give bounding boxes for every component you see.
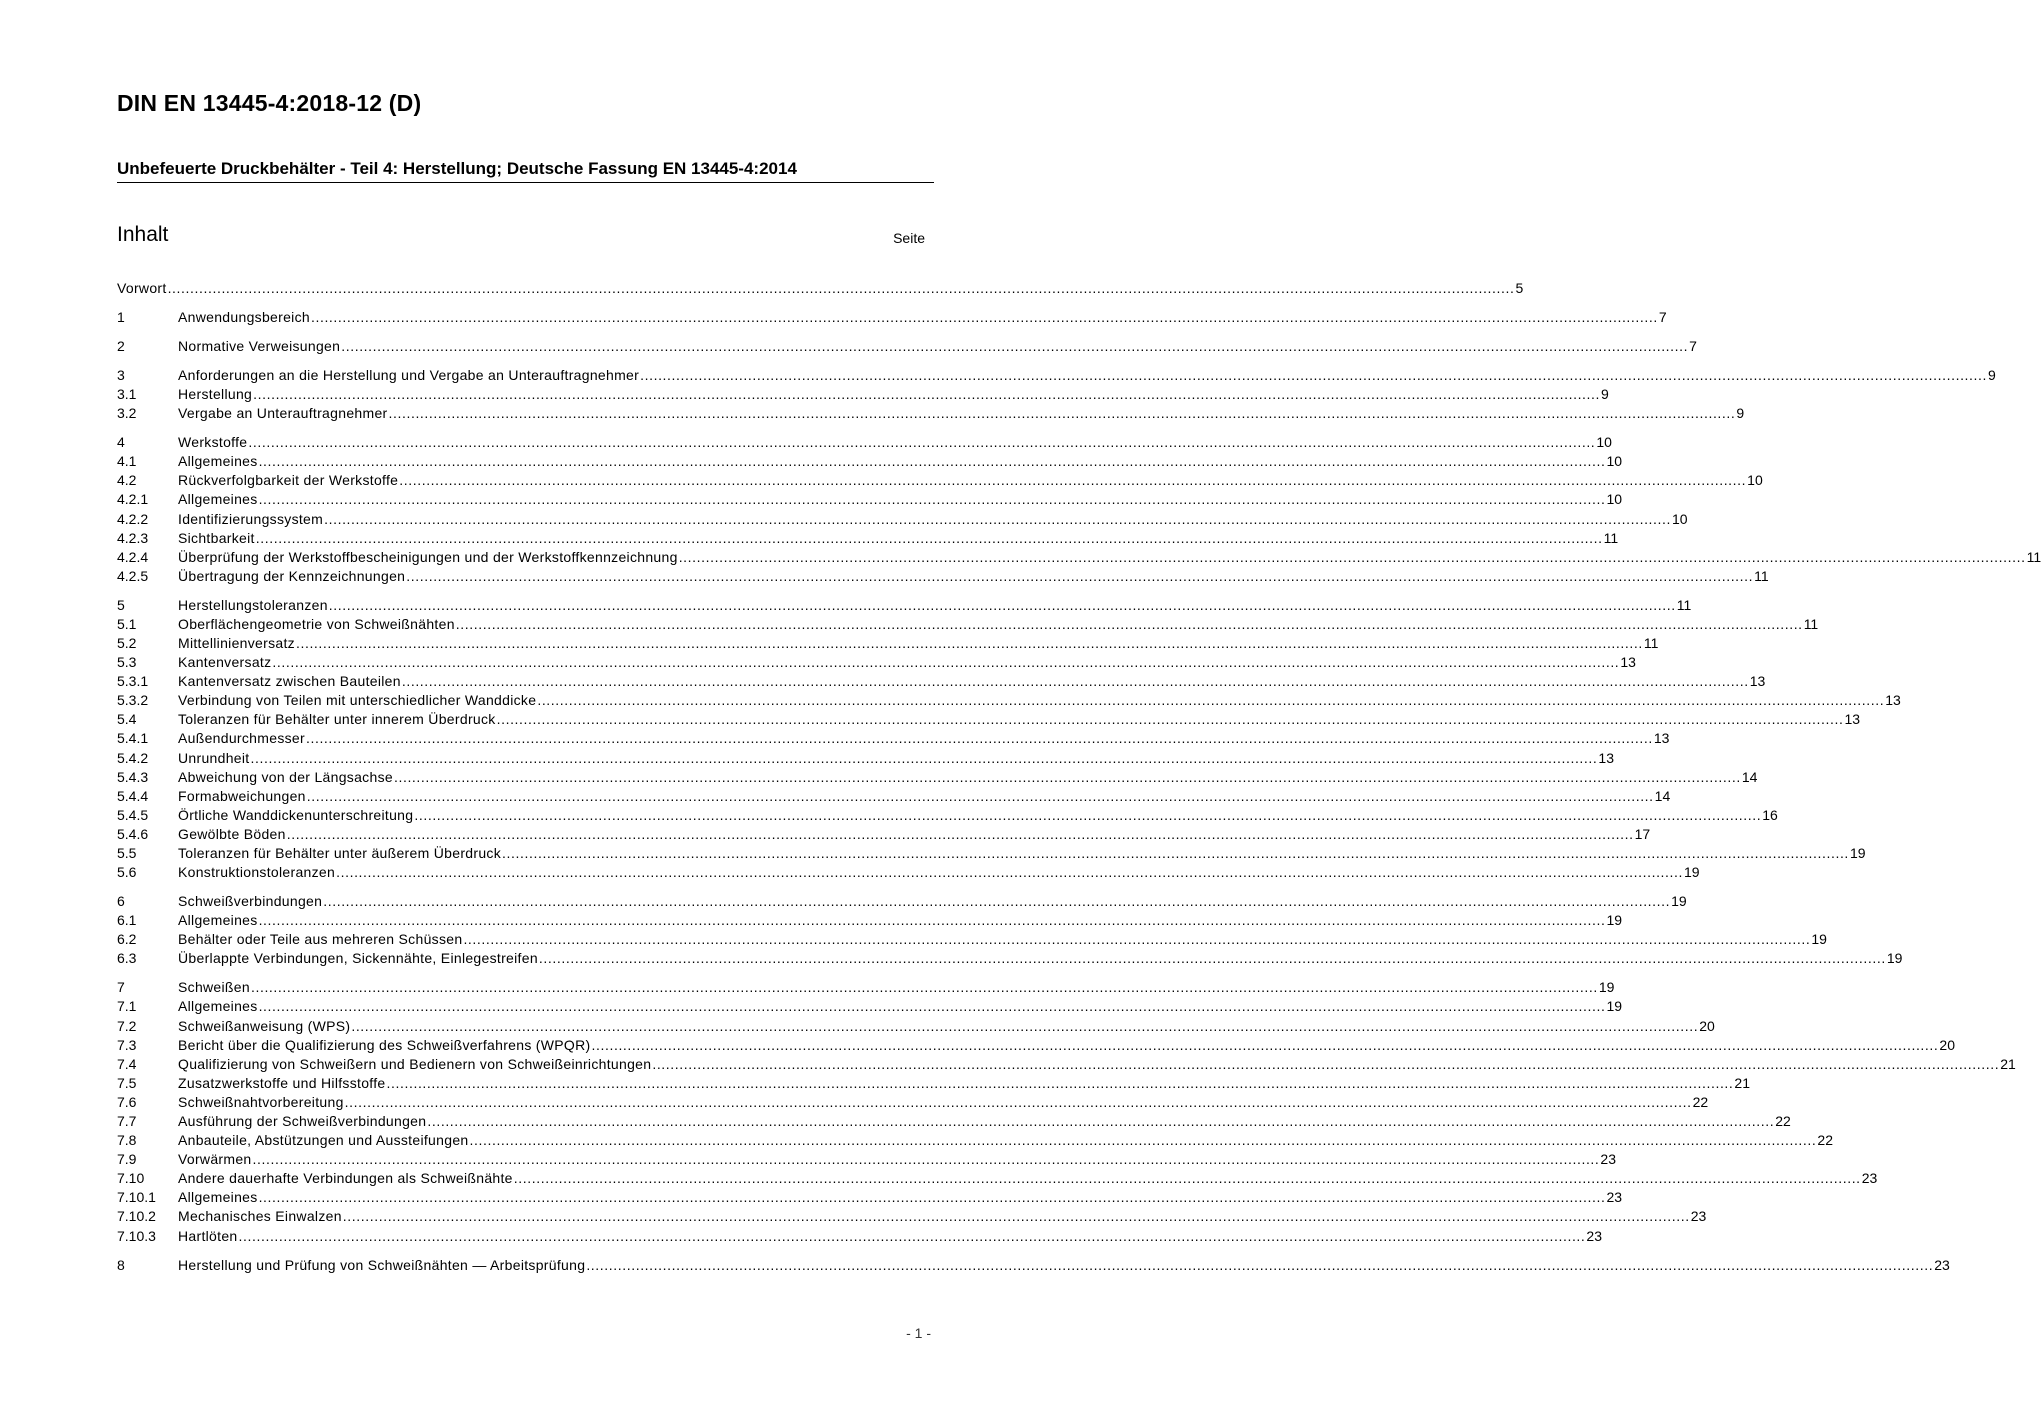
table-of-contents (117, 279, 2041, 1275)
toc-dot-leader: ............................................................................................................................................................................................................................................................................................................ (469, 1132, 1817, 1149)
toc-entry-number: 5 (117, 596, 125, 613)
toc-dot-leader: ............................................................................................................................................................................................................................................................................................................ (341, 337, 1689, 354)
toc-entry-number: 5.4.6 (117, 825, 149, 842)
toc-dot-leader: ............................................................................................................................................................................................................................................................................................................ (324, 510, 1672, 527)
toc-entry-label[interactable]: Vorwärmen (178, 1151, 252, 1168)
toc-dot-leader: ............................................................................................................................................................................................................................................................................................................ (258, 453, 1606, 470)
toc-entry[interactable] (117, 596, 1692, 615)
toc-heading: Inhalt (117, 223, 169, 246)
toc-dot-leader: ............................................................................................................................................................................................................................................................................................................ (406, 567, 1754, 584)
toc-entry-label[interactable]: Allgemeines (178, 453, 258, 470)
toc-entry-label[interactable]: Außendurchmesser (178, 730, 305, 747)
toc-entry-page: 17 (1634, 825, 1651, 842)
toc-entry[interactable] (117, 634, 1659, 653)
toc-dot-leader: ............................................................................................................................................................................................................................................................................................................ (652, 1055, 2000, 1072)
toc-entry-number: 7.8 (117, 1132, 137, 1149)
toc-dot-leader: ............................................................................................................................................................................................................................................................................................................ (336, 864, 1684, 881)
toc-entry-number: 5.6 (117, 864, 137, 881)
toc-entry-page: 19 (1886, 950, 1903, 967)
toc-dot-leader: ............................................................................................................................................................................................................................................................................................................ (586, 1256, 1934, 1273)
toc-entry-label[interactable]: Überprüfung der Werkstoffbescheinigungen und der Werkstoffkennzeichnung (178, 548, 678, 565)
toc-entry-number: 6.3 (117, 950, 137, 967)
toc-dot-leader: ............................................................................................................................................................................................................................................................................................................ (386, 1074, 1734, 1091)
toc-dot-leader: ............................................................................................................................................................................................................................................................................................................ (455, 615, 1803, 632)
toc-dot-leader: ............................................................................................................................................................................................................................................................................................................ (258, 912, 1606, 929)
toc-entry-label[interactable]: Bericht über die Qualifizierung des Schweißverfahrens (WPQR) (178, 1036, 591, 1053)
toc-dot-leader: ............................................................................................................................................................................................................................................................................................................ (388, 405, 1736, 422)
toc-dot-leader: ............................................................................................................................................................................................................................................................................................................ (328, 596, 1676, 613)
toc-dot-leader: ............................................................................................................................................................................................................................................................................................................ (463, 931, 1811, 948)
toc-entry-page: 13 (1598, 749, 1614, 766)
toc-entry[interactable] (117, 930, 1827, 949)
toc-entry-page: 11 (1676, 596, 1692, 613)
toc-entry-page: 10 (1747, 472, 1763, 489)
toc-dot-leader: ............................................................................................................................................................................................................................................................................................................ (258, 1189, 1606, 1206)
toc-dot-leader: ............................................................................................................................................................................................................................................................................................................ (305, 730, 1653, 747)
toc-dot-leader: ............................................................................................................................................................................................................................................................................................................ (250, 979, 1598, 996)
toc-entry-label[interactable]: Mittellinienversatz (178, 634, 295, 651)
toc-entry[interactable] (117, 490, 1623, 509)
toc-entry-number: 5.4.5 (117, 806, 149, 823)
toc-entry-label[interactable]: Konstruktionstoleranzen (178, 864, 336, 881)
toc-entry-page: 19 (1606, 912, 1623, 929)
toc-entry-number: 4.1 (117, 453, 137, 470)
toc-entry-page: 7 (1689, 337, 1697, 354)
toc-entry-number: 7.1 (117, 998, 137, 1015)
toc-entry[interactable] (117, 404, 1745, 423)
toc-entry[interactable] (117, 1131, 1833, 1150)
toc-entry-label[interactable]: Gewölbte Böden (178, 825, 286, 842)
toc-dot-leader: ............................................................................................................................................................................................................................................................................................................ (248, 434, 1596, 451)
toc-entry-label[interactable]: Toleranzen für Behälter unter innerem Überdruck (178, 711, 496, 728)
toc-entry-page: 20 (1939, 1036, 1955, 1053)
toc-dot-leader: ............................................................................................................................................................................................................................................................................................................ (272, 654, 1620, 671)
page-number: - 1 - (906, 1325, 931, 1341)
toc-entry-page: 13 (1844, 711, 1861, 728)
toc-entry-page: 11 (2026, 548, 2041, 565)
toc-entry-label[interactable]: Andere dauerhafte Verbindungen als Schweißnähte (178, 1170, 513, 1187)
toc-entry-label[interactable]: Normative Verweisungen (178, 337, 341, 354)
toc-entry-page: 22 (1775, 1112, 1791, 1129)
toc-entry-label[interactable]: Allgemeines (178, 491, 258, 508)
toc-dot-leader: ............................................................................................................................................................................................................................................................................................................ (591, 1036, 1939, 1053)
toc-entry-label[interactable]: Abweichung von der Längsachse (178, 768, 393, 785)
toc-entry-label[interactable]: Vergabe an Unterauftragnehmer (178, 405, 388, 422)
toc-entry-label[interactable]: Anbauteile, Abstützungen und Aussteifungen (178, 1132, 469, 1149)
toc-dot-leader: ............................................................................................................................................................................................................................................................................................................ (401, 673, 1749, 690)
toc-entry-page: 23 (1861, 1170, 1878, 1187)
toc-dot-leader: ............................................................................................................................................................................................................................................................................................................ (342, 1208, 1690, 1225)
toc-entry-label[interactable]: Örtliche Wanddickenunterschreitung (178, 806, 414, 823)
toc-entry[interactable] (117, 1036, 1955, 1055)
toc-entry-page: 9 (1736, 405, 1745, 422)
toc-entry-label[interactable]: Sichtbarkeit (178, 529, 255, 546)
toc-entry-page: 13 (1653, 730, 1670, 747)
toc-entry-label[interactable]: Formabweichungen (178, 787, 306, 804)
toc-dot-leader: ............................................................................................................................................................................................................................................................................................................ (427, 1112, 1775, 1129)
toc-entry-page: 19 (1811, 931, 1827, 948)
toc-entry-label[interactable]: Schweißanweisung (WPS) (178, 1017, 351, 1034)
toc-dot-leader: ............................................................................................................................................................................................................................................................................................................ (502, 844, 1849, 861)
toc-entry[interactable] (117, 1256, 1950, 1275)
toc-entry[interactable] (117, 672, 1766, 691)
toc-entry-page: 5 (1515, 280, 1524, 296)
toc-entry[interactable] (117, 1169, 1878, 1188)
toc-entry-number: 7.7 (117, 1112, 137, 1129)
toc-entry[interactable] (117, 710, 1861, 729)
toc-entry-page: 11 (1754, 567, 1769, 584)
title-divider (117, 182, 934, 183)
page-column-label: Seite (893, 230, 925, 246)
toc-entry-label[interactable]: Anforderungen an die Herstellung und Vergabe an Unterauftragnehmer (178, 366, 640, 383)
toc-entry-number: 6 (117, 893, 125, 910)
toc-entry-number: 5.5 (117, 844, 137, 861)
toc-entry-label[interactable]: Qualifizierung von Schweißern und Bedienern von Schweißeinrichtungen (178, 1055, 652, 1072)
toc-entry-label[interactable]: Schweißverbindungen (178, 893, 323, 910)
toc-dot-leader: ............................................................................................................................................................................................................................................................................................................ (310, 308, 1658, 325)
toc-entry-page: 13 (1749, 673, 1766, 690)
toc-entry-number: 7.5 (117, 1074, 137, 1091)
toc-dot-leader: ............................................................................................................................................................................................................................................................................................................ (167, 280, 1515, 296)
toc-dot-leader: ............................................................................................................................................................................................................................................................................................................ (399, 472, 1747, 489)
toc-entry-label[interactable]: Behälter oder Teile aus mehreren Schüssen (178, 931, 463, 948)
toc-dot-leader: ............................................................................................................................................................................................................................................................................................................ (238, 1227, 1586, 1244)
toc-entry-label[interactable]: Allgemeines (178, 912, 258, 929)
toc-entry[interactable] (117, 749, 1614, 768)
toc-dot-leader: ............................................................................................................................................................................................................................................................................................................ (258, 491, 1606, 508)
toc-entry-number: 8 (117, 1256, 125, 1273)
toc-entry-number: 7.10.3 (117, 1227, 156, 1244)
toc-entry-number: 7.10.2 (117, 1208, 156, 1225)
toc-entry-number: 6.2 (117, 931, 137, 948)
toc-entry-page: 22 (1817, 1132, 1833, 1149)
toc-entry-number: 5.4 (117, 711, 137, 728)
toc-entry[interactable] (117, 1093, 1709, 1112)
toc-entry-number: 4.2.1 (117, 491, 149, 508)
toc-entry-number: 7.4 (117, 1055, 137, 1072)
toc-entry-page: 13 (1885, 692, 1901, 709)
toc-entry[interactable] (117, 844, 1866, 863)
toc-entry-label[interactable]: Kantenversatz zwischen Bauteilen (178, 673, 401, 690)
toc-entry-page: 9 (1988, 366, 1996, 383)
toc-entry-page: 11 (1643, 634, 1659, 651)
toc-entry-number: 7.3 (117, 1036, 137, 1053)
toc-entry-number: 5.1 (117, 615, 137, 632)
toc-dot-leader: ............................................................................................................................................................................................................................................................................................................ (253, 386, 1601, 403)
toc-entry-page: 22 (1692, 1093, 1709, 1110)
toc-entry-number: 4.2.3 (117, 529, 149, 546)
toc-entry-page: 10 (1672, 510, 1688, 527)
toc-entry-number: 7.10.1 (117, 1189, 156, 1206)
toc-dot-leader: ............................................................................................................................................................................................................................................................................................................ (414, 806, 1762, 823)
toc-entry-number: 4.2.5 (117, 567, 149, 584)
toc-entry-label[interactable]: Ausführung der Schweißverbindungen (178, 1112, 427, 1129)
toc-dot-leader: ............................................................................................................................................................................................................................................................................................................ (640, 366, 1988, 383)
toc-entry-page: 7 (1658, 308, 1667, 325)
toc-entry-page: 23 (1606, 1189, 1623, 1206)
toc-entry-number: 4.2.4 (117, 548, 149, 565)
toc-entry-number: 4 (117, 434, 125, 451)
toc-entry-number: 5.3.2 (117, 692, 149, 709)
toc-entry-number: 1 (117, 308, 125, 325)
toc-entry-number: 2 (117, 337, 125, 354)
toc-entry[interactable] (117, 1017, 1715, 1036)
toc-entry-label[interactable]: Verbindung von Teilen mit unterschiedlicher Wanddicke (178, 692, 537, 709)
toc-entry-label[interactable]: Herstellung (178, 386, 253, 403)
toc-entry-page: 11 (1803, 615, 1819, 632)
toc-entry-label[interactable]: Toleranzen für Behälter unter äußerem Überdruck (178, 844, 502, 861)
toc-entry-number: 5.2 (117, 634, 137, 651)
toc-dot-leader: ............................................................................................................................................................................................................................................................................................................ (252, 1151, 1600, 1168)
toc-entry-label[interactable]: Allgemeines (178, 998, 258, 1015)
toc-dot-leader: ............................................................................................................................................................................................................................................................................................................ (306, 787, 1654, 804)
toc-entry-page: 19 (1849, 844, 1866, 861)
toc-entry-page: 19 (1606, 998, 1623, 1015)
toc-dot-leader: ............................................................................................................................................................................................................................................................................................................ (538, 950, 1886, 967)
toc-entry[interactable] (117, 471, 1763, 490)
toc-entry-label[interactable]: Vorwort (117, 280, 167, 296)
toc-entry-number: 5.4.3 (117, 768, 149, 785)
toc-entry-number: 4.2.2 (117, 510, 149, 527)
toc-entry-page: 21 (2000, 1055, 2016, 1072)
toc-entry[interactable] (117, 308, 1667, 327)
toc-entry[interactable] (117, 1074, 1750, 1093)
toc-entry[interactable] (117, 911, 1623, 930)
toc-dot-leader: ............................................................................................................................................................................................................................................................................................................ (351, 1017, 1699, 1034)
document-title: DIN EN 13445-4:2018-12 (D) (117, 90, 422, 116)
toc-entry-page: 23 (1934, 1256, 1950, 1273)
toc-entry-label[interactable]: Rückverfolgbarkeit der Werkstoffe (178, 472, 399, 489)
toc-entry[interactable] (117, 452, 1623, 471)
toc-dot-leader: ............................................................................................................................................................................................................................................................................................................ (496, 711, 1844, 728)
toc-entry[interactable] (117, 1055, 2016, 1074)
toc-entry[interactable] (117, 433, 1612, 452)
toc-entry-page: 23 (1600, 1151, 1616, 1168)
toc-entry-page: 10 (1606, 491, 1623, 508)
toc-entry-label[interactable]: Hartlöten (178, 1227, 238, 1244)
toc-entry-label[interactable]: Herstellung und Prüfung von Schweißnähten — Arbeitsprüfung (178, 1256, 586, 1273)
toc-entry-number: 3.1 (117, 386, 137, 403)
toc-entry-page: 21 (1734, 1074, 1750, 1091)
toc-entry-label[interactable]: Herstellungstoleranzen (178, 596, 328, 613)
toc-entry[interactable] (117, 279, 1524, 298)
toc-entry-page: 19 (1671, 893, 1687, 910)
toc-entry-page: 14 (1741, 768, 1758, 785)
toc-dot-leader: ............................................................................................................................................................................................................................................................................................................ (323, 893, 1671, 910)
toc-entry[interactable] (117, 729, 1670, 748)
toc-entry-page: 20 (1699, 1017, 1715, 1034)
toc-entry[interactable] (117, 949, 1903, 968)
toc-entry[interactable] (117, 1227, 1602, 1246)
toc-dot-leader: ............................................................................................................................................................................................................................................................................................................ (513, 1170, 1861, 1187)
toc-entry-label[interactable]: Unrundheit (178, 749, 250, 766)
toc-entry[interactable] (117, 385, 1609, 404)
toc-entry[interactable] (117, 768, 1758, 787)
toc-entry-page: 19 (1684, 864, 1700, 881)
toc-dot-leader: ............................................................................................................................................................................................................................................................................................................ (537, 692, 1885, 709)
toc-entry-page: 23 (1586, 1227, 1602, 1244)
toc-entry-label[interactable]: Zusatzwerkstoffe und Hilfsstoffe (178, 1074, 386, 1091)
toc-entry-number: 3.2 (117, 405, 137, 422)
toc-entry[interactable] (117, 1150, 1616, 1169)
toc-entry-number: 5.3.1 (117, 673, 149, 690)
toc-entry[interactable] (117, 806, 1778, 825)
toc-entry[interactable] (117, 548, 2041, 567)
toc-dot-leader: ............................................................................................................................................................................................................................................................................................................ (258, 998, 1606, 1015)
toc-entry[interactable] (117, 615, 1819, 634)
toc-entry[interactable] (117, 529, 1619, 548)
toc-entry-number: 5.4.4 (117, 787, 149, 804)
toc-entry-page: 11 (1603, 529, 1619, 546)
toc-dot-leader: ............................................................................................................................................................................................................................................................................................................ (393, 768, 1741, 785)
toc-entry[interactable] (117, 510, 1688, 529)
toc-entry-number: 5.3 (117, 654, 137, 671)
toc-entry-page: 10 (1606, 453, 1623, 470)
toc-entry[interactable] (117, 787, 1671, 806)
toc-entry-number: 6.1 (117, 912, 137, 929)
toc-dot-leader: ............................................................................................................................................................................................................................................................................................................ (250, 749, 1598, 766)
toc-entry-label[interactable]: Allgemeines (178, 1189, 258, 1206)
toc-entry-number: 7.10 (117, 1170, 145, 1187)
toc-entry-label[interactable]: Kantenversatz (178, 654, 272, 671)
toc-entry-number: 3 (117, 366, 125, 383)
toc-entry-page: 16 (1762, 806, 1778, 823)
toc-entry-page: 9 (1601, 386, 1609, 403)
toc-entry[interactable] (117, 1112, 1791, 1131)
toc-entry[interactable] (117, 863, 1700, 882)
toc-entry[interactable] (117, 978, 1615, 997)
toc-entry[interactable] (117, 653, 1636, 672)
toc-dot-leader: ............................................................................................................................................................................................................................................................................................................ (295, 634, 1643, 651)
toc-entry-page: 10 (1596, 434, 1612, 451)
toc-entry-page: 19 (1598, 979, 1615, 996)
toc-entry-label[interactable]: Anwendungsbereich (178, 308, 310, 325)
toc-entry[interactable] (117, 337, 1697, 356)
toc-entry[interactable] (117, 1207, 1707, 1226)
toc-entry-label[interactable]: Schweißen (178, 979, 250, 996)
toc-entry-number: 5.4.2 (117, 749, 149, 766)
toc-entry-number: 7 (117, 979, 125, 996)
toc-entry-page: 14 (1654, 787, 1671, 804)
toc-dot-leader: ............................................................................................................................................................................................................................................................................................................ (286, 825, 1634, 842)
toc-entry-label[interactable]: Übertragung der Kennzeichnungen (178, 567, 406, 584)
toc-entry-label[interactable]: Werkstoffe (178, 434, 248, 451)
toc-entry-label[interactable]: Oberflächengeometrie von Schweißnähten (178, 615, 455, 632)
toc-entry-page: 13 (1620, 654, 1636, 671)
toc-dot-leader: ............................................................................................................................................................................................................................................................................................................ (255, 529, 1603, 546)
toc-entry[interactable] (117, 892, 1687, 911)
toc-entry[interactable] (117, 366, 1996, 385)
toc-entry-number: 7.6 (117, 1093, 137, 1110)
toc-dot-leader: ............................................................................................................................................................................................................................................................................................................ (344, 1093, 1692, 1110)
toc-entry-label[interactable]: Identifizierungssystem (178, 510, 324, 527)
toc-entry[interactable] (117, 691, 1901, 710)
toc-entry-number: 4.2 (117, 472, 137, 489)
toc-entry-label[interactable]: Überlappte Verbindungen, Sickennähte, Einlegestreifen (178, 950, 538, 967)
toc-entry-number: 7.2 (117, 1017, 137, 1034)
toc-entry-number: 7.9 (117, 1151, 137, 1168)
toc-entry[interactable] (117, 567, 1769, 586)
toc-entry[interactable] (117, 1188, 1623, 1207)
document-subtitle: Unbefeuerte Druckbehälter - Teil 4: Herstellung; Deutsche Fassung EN 13445-4:2014 (117, 159, 797, 178)
toc-entry[interactable] (117, 997, 1623, 1016)
toc-entry[interactable] (117, 825, 1651, 844)
toc-entry-label[interactable]: Schweißnahtvorbereitung (178, 1093, 344, 1110)
toc-entry-page: 23 (1690, 1208, 1707, 1225)
toc-entry-number: 5.4.1 (117, 730, 149, 747)
toc-dot-leader: ............................................................................................................................................................................................................................................................................................................ (678, 548, 2026, 565)
toc-entry-label[interactable]: Mechanisches Einwalzen (178, 1208, 342, 1225)
